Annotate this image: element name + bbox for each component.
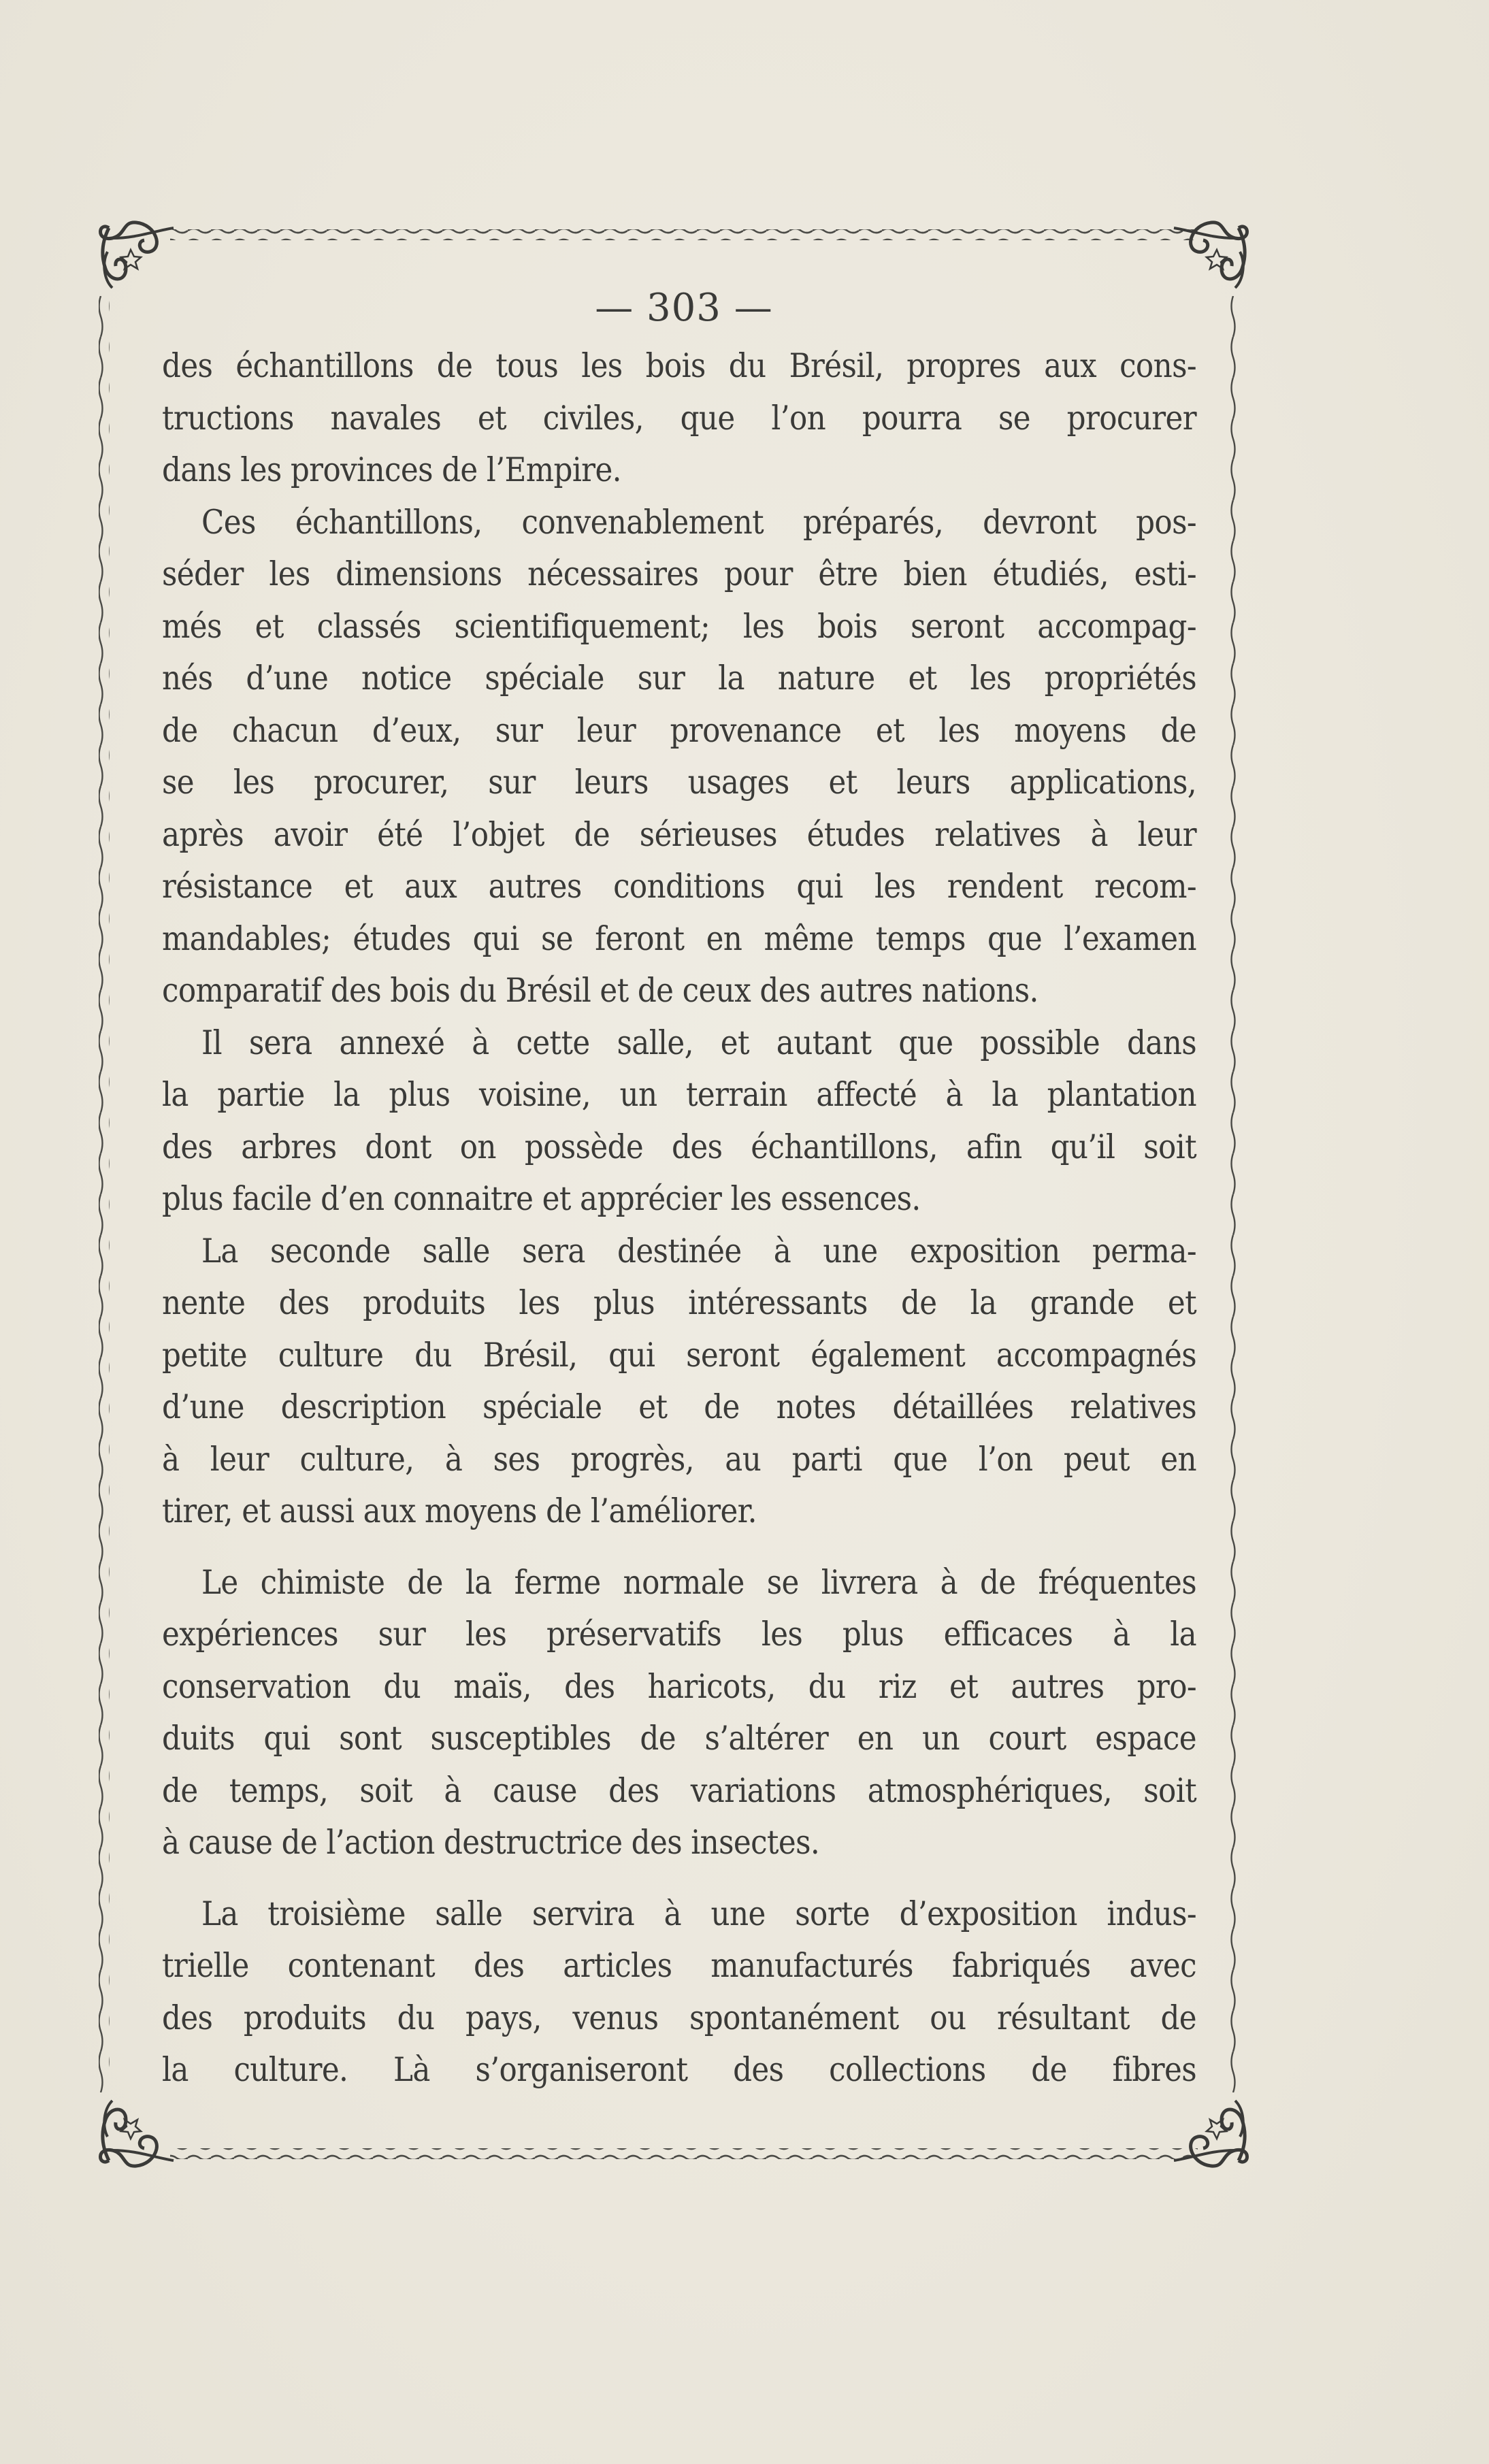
text-line: Il sera annexé à cette salle, et autant que possible dans bbox=[201, 1023, 1196, 1062]
text-line: duits qui sont susceptibles de s’altérer en un court espace bbox=[162, 1720, 1196, 1758]
body-text bbox=[162, 340, 1196, 2097]
text-line: d’une description spéciale et de notes détaillées relatives bbox=[162, 1388, 1196, 1426]
text-line: après avoir été l’objet de sérieuses études relatives à leur bbox=[162, 815, 1196, 854]
text-line: la partie la plus voisine, un terrain affecté à la plantation bbox=[162, 1076, 1196, 1114]
text-line: des arbres dont on possède des échantillons, afin qu’il soit bbox=[162, 1128, 1196, 1166]
text-line: més et classés scientifiquement; les bois seront accompag- bbox=[162, 607, 1196, 646]
page-number: — 303 — bbox=[595, 286, 773, 330]
paragraph bbox=[162, 340, 1196, 497]
paragraph bbox=[162, 1557, 1196, 1869]
text-line: à cause de l’action destructrice des insectes. bbox=[162, 1824, 820, 1862]
text-line: résistance et aux autres conditions qui les rendent recom- bbox=[162, 868, 1196, 906]
text-line: nés d’une notice spéciale sur la nature et les propriétés bbox=[162, 659, 1196, 697]
text-line: La seconde salle sera destinée à une exposition perma- bbox=[201, 1232, 1196, 1270]
text-line: à leur culture, à ses progrès, au parti que l’on peut en bbox=[162, 1440, 1196, 1479]
text-line: de temps, soit à cause des variations atmosphériques, soit bbox=[162, 1771, 1196, 1810]
paragraph-gap bbox=[162, 1538, 1196, 1557]
text-line: la culture. Là s’organiseront des collections de fibres bbox=[162, 2051, 1196, 2089]
text-line: Ces échantillons, convenablement préparés, devront pos- bbox=[201, 503, 1196, 542]
paragraph bbox=[162, 497, 1196, 1017]
text-line: nente des produits les plus intéressants de la grande et bbox=[162, 1284, 1196, 1322]
text-line: tructions navales et civiles, que l’on pourra se procurer bbox=[162, 399, 1196, 438]
text-line: plus facile d’en connaitre et apprécier les essences. bbox=[162, 1180, 921, 1218]
paragraph-gap bbox=[162, 1869, 1196, 1888]
text-line: Le chimiste de la ferme normale se livrera à de fréquentes bbox=[201, 1563, 1196, 1602]
text-line: tirer, et aussi aux moyens de l’améliorer. bbox=[162, 1492, 757, 1530]
text-line: comparatif des bois du Brésil et de ceux des autres nations. bbox=[162, 972, 1038, 1010]
ornamental-frame bbox=[95, 214, 1273, 2174]
text-line: expériences sur les préservatifs les plus efficaces à la bbox=[162, 1615, 1196, 1654]
text-line: mandables; études qui se feront en même temps que l’examen bbox=[162, 919, 1196, 958]
text-line: trielle contenant des articles manufacturés fabriqués avec bbox=[162, 1947, 1196, 1985]
text-line: des échantillons de tous les bois du Brésil, propres aux cons- bbox=[162, 347, 1196, 385]
paragraph bbox=[162, 1888, 1196, 2097]
text-line: La troisième salle servira à une sorte d’exposition indus- bbox=[201, 1894, 1196, 1933]
text-line: petite culture du Brésil, qui seront également accompagnés bbox=[162, 1336, 1196, 1375]
text-line: des produits du pays, venus spontanément ou résultant de bbox=[162, 1999, 1196, 2037]
paragraph bbox=[162, 1226, 1196, 1538]
text-line: dans les provinces de l’Empire. bbox=[162, 451, 621, 489]
text-line: de chacun d’eux, sur leur provenance et les moyens de bbox=[162, 711, 1196, 750]
text-line: séder les dimensions nécessaires pour être bien étudiés, esti- bbox=[162, 555, 1196, 593]
text-line: se les procurer, sur leurs usages et leurs applications, bbox=[162, 763, 1196, 802]
paragraph bbox=[162, 1017, 1196, 1226]
text-line: conservation du maïs, des haricots, du riz et autres pro- bbox=[162, 1667, 1196, 1706]
